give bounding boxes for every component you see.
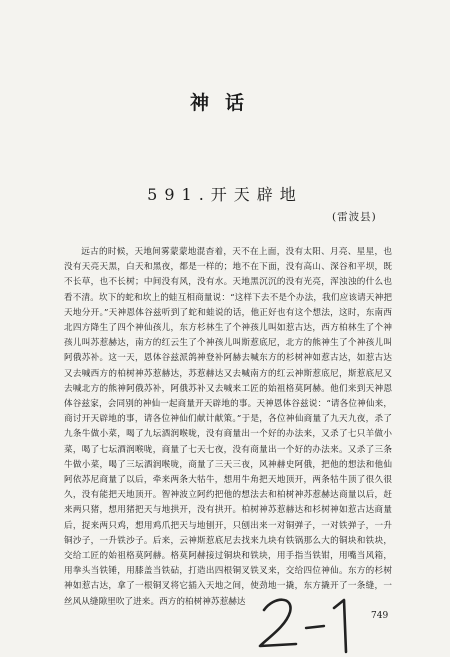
body-paragraph: 远古的时候，天地间雾蒙蒙地混杳着，天不在上面，没有太阳、月亮、星星，也没有天亮天黑，白天和黑夜，都是一样的；地不在下面，没有高山、深谷和平坝，既不长草，也不长树；中间没有风，没有水。天地黑沉沉的没有光亮，浑浊浊的什么也看不清。坎下的蛇和坎上的蛙互相商量说：“这样下去不是个办法，我们应该请天神把天地分开。”天神恩体谷兹听到了蛇和蛙说的话，他正好也有这个想法，这时，东南西北四方降生了四个神仙孩儿，东方杉林生了个神孩儿叫如惹古达，西方柏林生了个神孩儿叫苏惹赫达，南方的红云生了个神孩儿叫斯惹底尼，北方的熊神生了个神孩儿叫阿俄苏补。这一天，恩体谷兹派鸽神登补阿赫去喊东方的杉树神如惹古达，如惹古达又去喊西方的柏树神苏惹赫达，苏惹赫达又去喊南方的红云神斯惹底尼，斯惹底尼又去喊北方的熊神阿俄苏补，阿俄苏补又去喊来工匠的始祖格莫阿赫。他们来到天神恩体谷兹家，会同别的神仙一起商量开天辟地的事。天神恩体谷兹说：“请各位神仙来，商讨开天辟地的事，请各位神仙们献计献策。”于是，各位神仙商量了九天九夜，杀了九条牛做小菜，喝了九坛酒润喉咙，没有商量出一个好的办法来，又杀了七只羊做小菜，喝了七坛酒润喉咙，商量了七天七夜，没有商量出一个好的办法来。又杀了三条牛做小菜，喝了三坛酒润喉咙，商量了三天三夜，风神赫史阿俄，把他的想法和他仙阿依苏尼商量了以后，牵来两条大牯牛，想用牛角把天地顶开，两条牯牛顶了很久很久，没有能把天地顶开。智神波立阿约把他的想法去和柏树神苏惹赫达商量以后，赶来两只猪，想用猪把天与地拱开，没有拱开。柏树神苏惹赫达和杉树神如惹古达商量后，捉来两只鸡，想用鸡爪把天与地刨开，只刨出来一对铜弹子，一对铁弹子，一升铜沙子，一升铁沙子。后来，云神斯惹底尼去找来九块有铁锅那么大的铜块和铁块，交给工匠的始祖格莫阿赫。格莫阿赫接过铜块和铁块，用手指当铁钳，用嘴当风箱，用拳头当铁锤，用膝盖当铁砧，打造出四根铜叉铁叉来，交给四位神仙。东方的杉树神如惹古达，拿了一根铜叉将它插入天地之间，使劲地一撬，东方撬开了一条缝，一丝风从缝隙里吹了进来。西方的柏树神苏惹赫达 xyxy=(64,247,392,607)
story-body xyxy=(64,245,392,610)
story-county: (雷波县) xyxy=(332,211,377,223)
story-title: 591.开天辟地 xyxy=(147,185,303,204)
handwritten-mark xyxy=(250,588,370,654)
section-title: 神话 xyxy=(189,92,260,114)
page-number: 749 xyxy=(371,611,389,621)
